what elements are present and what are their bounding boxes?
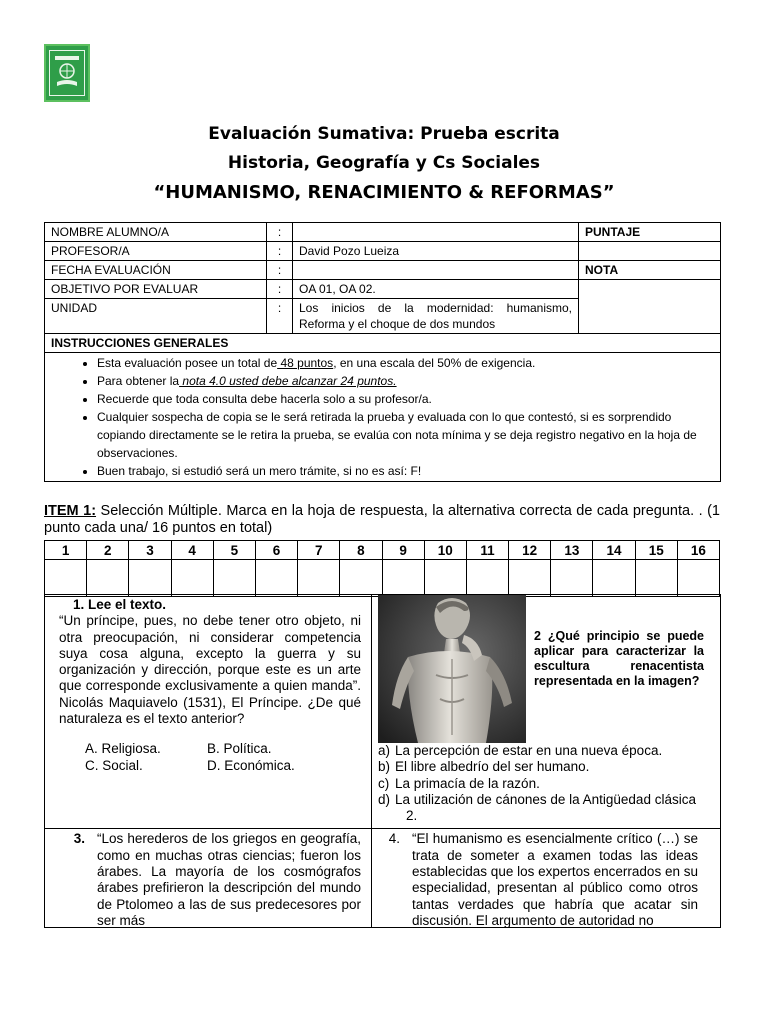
answer-box[interactable]: [382, 560, 424, 597]
option-a[interactable]: a) La percepción de estar en una nueva época.: [378, 743, 663, 758]
question-4-number: 4.: [388, 831, 400, 847]
label-teacher: PROFESOR/A: [45, 242, 267, 261]
unit-value: Los inicios de la modernidad: humanismo, Reforma y el choque de dos mundos: [293, 299, 579, 334]
answer-number: 8: [340, 541, 382, 560]
option-d[interactable]: D. Económica.: [207, 757, 295, 773]
answer-grid-answers: [45, 560, 720, 597]
list-item: • Para obtener la nota 4.0 usted debe alcanzar 24 puntos.: [97, 372, 714, 390]
answer-box[interactable]: [551, 560, 593, 597]
instructions-list: [51, 354, 714, 480]
page-subject: Historia, Geografía y Cs Sociales: [227, 153, 541, 173]
option-c[interactable]: C. Social.: [85, 757, 143, 773]
answer-box[interactable]: [45, 560, 87, 597]
grade-field[interactable]: [579, 280, 721, 334]
answer-box[interactable]: [509, 560, 551, 597]
answer-number: 6: [255, 541, 297, 560]
objective-value: OA 01, OA 02.: [293, 280, 579, 299]
question-1: [45, 595, 372, 829]
answer-box[interactable]: [129, 560, 171, 597]
answer-number: 7: [298, 541, 340, 560]
answer-box[interactable]: [298, 560, 340, 597]
teacher-name: David Pozo Lueiza: [293, 242, 579, 261]
list-item: • Esta evaluación posee un total de 48 puntos, en una escala del 50% de exigencia.: [97, 354, 714, 372]
school-logo: [44, 44, 90, 102]
page-title-block: [0, 120, 768, 207]
question-3-text: “Los herederos de los griegos en geografía, como en muchas otras ciencias; fueron los árabes. La mayoría de los cosmógrafos árabes prefirieron la descripción del mundo de Ptolomeo a las de sus predecesores por ser más: [97, 831, 361, 928]
colon: :: [267, 223, 293, 242]
answer-grid-header: [45, 541, 720, 560]
item1-label: ITEM 1:: [44, 503, 97, 519]
answer-number: 4: [171, 541, 213, 560]
answer-number: 12: [509, 541, 551, 560]
instructions-title: INSTRUCCIONES GENERALES: [45, 334, 721, 353]
david-statue-image: [378, 595, 526, 743]
school-crest-icon: [49, 50, 85, 96]
label-unit: UNIDAD: [45, 299, 267, 334]
answer-number: 1: [45, 541, 87, 560]
answer-number: 10: [424, 541, 466, 560]
answer-number: 11: [466, 541, 508, 560]
answer-number: 9: [382, 541, 424, 560]
answer-box[interactable]: [424, 560, 466, 597]
answer-box[interactable]: [677, 560, 719, 597]
question-1-text: “Un príncipe, pues, no debe tener otro objeto, ni otra preocupación, ni considerar competencia suya cosa alguna, excepto la guerra y su organización y dirección, porque este es un arte que corresponde exclusivamente a quien manda”. Nicolás Maquiavelo (1531), El Príncipe. ¿De qué naturaleza es el texto anterior?: [59, 613, 361, 727]
student-name-field[interactable]: [293, 223, 579, 242]
answer-number: 13: [551, 541, 593, 560]
colon: :: [267, 280, 293, 299]
colon: :: [267, 261, 293, 280]
grade-label: NOTA: [579, 261, 721, 280]
list-item: • Cualquier sospecha de copia se le será retirada la prueba y evaluada con lo que contestó, si es sorprendido copiando directamente se le retira la prueba, se evalúa con nota mínima y se deja registro negativo en la hoja de observaciones.: [97, 408, 714, 462]
question-4: [372, 829, 721, 928]
answer-box[interactable]: [87, 560, 129, 597]
score-field[interactable]: [579, 242, 721, 261]
label-student-name: NOMBRE ALUMNO/A: [45, 223, 267, 242]
page-title: Evaluación Sumativa: Prueba escrita: [208, 124, 560, 144]
stray-number: 2.: [406, 808, 418, 824]
instructions-list-cell: [45, 353, 721, 482]
option-a[interactable]: A. Religiosa.: [85, 741, 161, 757]
list-item: • Recuerde que toda consulta debe hacerla solo a su profesor/a.: [97, 390, 714, 408]
questions-table: [44, 594, 721, 928]
answer-number: 16: [677, 541, 719, 560]
colon: :: [267, 299, 293, 334]
question-4-text: “El humanismo es esencialmente crítico (…) se trata de someter a examen todas las ideas establecidas que los expertos encerrados en su especialidad, presentan al público como otros tantas verdades que habría que acatar sin discusión. El argumento de autoridad no: [412, 831, 698, 928]
label-objective: OBJETIVO POR EVALUAR: [45, 280, 267, 299]
unit-title: “HUMANISMO, RENACIMIENTO & REFORMAS”: [153, 182, 615, 203]
answer-box[interactable]: [255, 560, 297, 597]
answer-number: 5: [213, 541, 255, 560]
answer-number: 15: [635, 541, 677, 560]
item1-instructions: [44, 503, 720, 537]
answer-number: 14: [593, 541, 635, 560]
score-label: PUNTAJE: [579, 223, 721, 242]
answer-box[interactable]: [213, 560, 255, 597]
answer-box[interactable]: [340, 560, 382, 597]
label-date: FECHA EVALUACIÓN: [45, 261, 267, 280]
item1-text: Selección Múltiple. Marca en la hoja de respuesta, la alternativa correcta de cada pregunta. . (1 punto cada una/ 16 puntos en total): [44, 503, 720, 536]
question-1-heading: 1. Lee el texto.: [73, 597, 167, 612]
question-1-options: [59, 741, 361, 774]
option-b[interactable]: B. Política.: [207, 741, 272, 757]
option-c[interactable]: c) La primacía de la razón.: [378, 775, 540, 791]
question-3-number: 3.: [73, 831, 85, 847]
answer-box[interactable]: [593, 560, 635, 597]
answer-number: 3: [129, 541, 171, 560]
question-2-options: [378, 743, 714, 808]
list-item: • Buen trabajo, si estudió será un mero trámite, si no es así: F!: [97, 462, 714, 480]
date-field[interactable]: [293, 261, 579, 280]
answer-box[interactable]: [466, 560, 508, 597]
student-info-table: [44, 222, 721, 482]
option-b[interactable]: b) El libre albedrío del ser humano.: [378, 759, 590, 775]
question-2-text: 2 ¿Qué principio se puede aplicar para caracterizar la escultura renacentista representada en la imagen?: [534, 629, 704, 688]
answer-number: 2: [87, 541, 129, 560]
answer-grid: [44, 540, 720, 597]
question-3: [45, 829, 372, 928]
answer-box[interactable]: [171, 560, 213, 597]
colon: :: [267, 242, 293, 261]
answer-box[interactable]: [635, 560, 677, 597]
option-d[interactable]: d) La utilización de cánones de la Antigüedad clásica: [378, 791, 696, 807]
question-2: [372, 595, 721, 829]
